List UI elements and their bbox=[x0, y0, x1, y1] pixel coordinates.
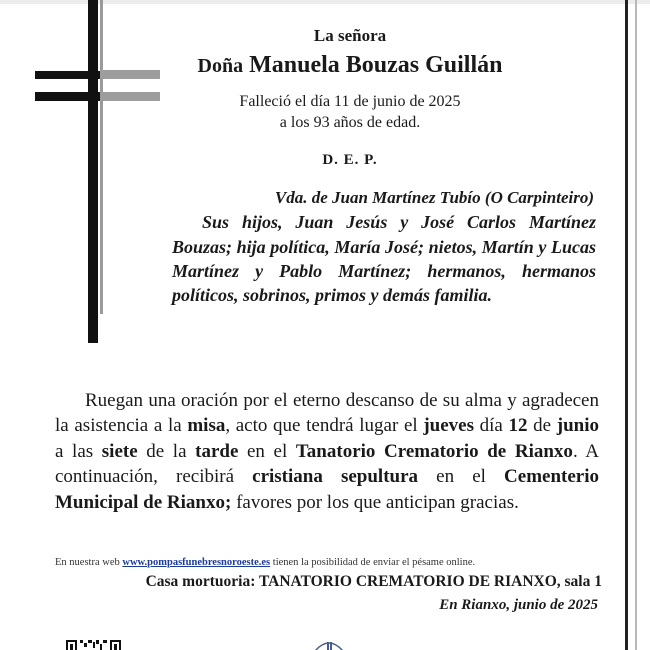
ceremony-bold: Tanatorio Crematorio de Rianxo bbox=[295, 440, 573, 462]
ceremony-text: Ruegan una oración por el eterno descanso de su alma y agradecen la asistencia a la bbox=[55, 390, 599, 437]
name-prefix: Doña bbox=[197, 55, 244, 77]
widow-line: Vda. de Juan Martínez Tubío (O Carpinteiro) bbox=[274, 188, 594, 207]
death-age: a los 93 años de edad. bbox=[279, 114, 421, 131]
ceremony-text: de la bbox=[137, 440, 196, 462]
ceremony-bold: tarde bbox=[195, 440, 239, 462]
deceased-fullname: Manuela Bouzas Guillán bbox=[249, 52, 503, 78]
ceremony-text: , acto que tendrá lugar el bbox=[225, 415, 424, 437]
website-link[interactable]: www.pompasfunebresnoroeste.es bbox=[122, 557, 271, 568]
logo-icon bbox=[313, 638, 345, 650]
right-border bbox=[625, 0, 628, 650]
relatives-list: Sus hijos, Juan Jesús y José Carlos Martínez Bouzas; hija política, María José; nietos, Martín y Lucas Martínez y Pablo Martínez; hermanos, hermanos políticos, sobrinos, primos y demás familia. bbox=[172, 212, 596, 306]
ceremony-bold: jueves bbox=[423, 415, 474, 437]
dep-text: D. E. P. bbox=[322, 152, 378, 168]
intro-text: La señora bbox=[313, 26, 387, 45]
ceremony-paragraph bbox=[55, 388, 599, 515]
right-border-outer bbox=[635, 0, 637, 650]
ceremony-bold: misa bbox=[187, 415, 226, 437]
ceremony-bold: cristiana sepultura bbox=[252, 466, 419, 488]
web-note bbox=[55, 557, 615, 568]
death-info bbox=[150, 91, 550, 133]
deceased-name bbox=[150, 52, 550, 79]
family-block bbox=[172, 186, 596, 307]
ceremony-bold: siete bbox=[101, 440, 138, 462]
funeral-home: Casa mortuoria: TANATORIO CREMATORIO DE RIANXO, sala 1 bbox=[145, 573, 602, 590]
ceremony-bold: junio bbox=[556, 415, 600, 437]
ceremony-text: a las bbox=[55, 440, 102, 462]
web-note-text: tienen la posibilidad de enviar el pésame online. bbox=[270, 557, 476, 568]
ceremony-text: favores por los que anticipan gracias. bbox=[231, 491, 519, 513]
ceremony-text: en el bbox=[418, 466, 505, 488]
web-note-text: En nuestra web bbox=[55, 557, 123, 568]
ceremony-text: . A continuación, recibirá bbox=[55, 440, 599, 488]
place-date: En Rianxo, junio de 2025 bbox=[439, 597, 598, 613]
ceremony-bold: 12 bbox=[508, 415, 528, 437]
death-date: Falleció el día 11 de junio de 2025 bbox=[239, 93, 461, 110]
ceremony-text: día bbox=[473, 415, 509, 437]
ceremony-bold: Cementerio Municipal de Rianxo; bbox=[55, 466, 600, 513]
qr-code-icon bbox=[66, 638, 150, 650]
ceremony-text: de bbox=[527, 415, 557, 437]
ceremony-text: en el bbox=[238, 440, 296, 462]
cross-icon bbox=[0, 0, 170, 350]
